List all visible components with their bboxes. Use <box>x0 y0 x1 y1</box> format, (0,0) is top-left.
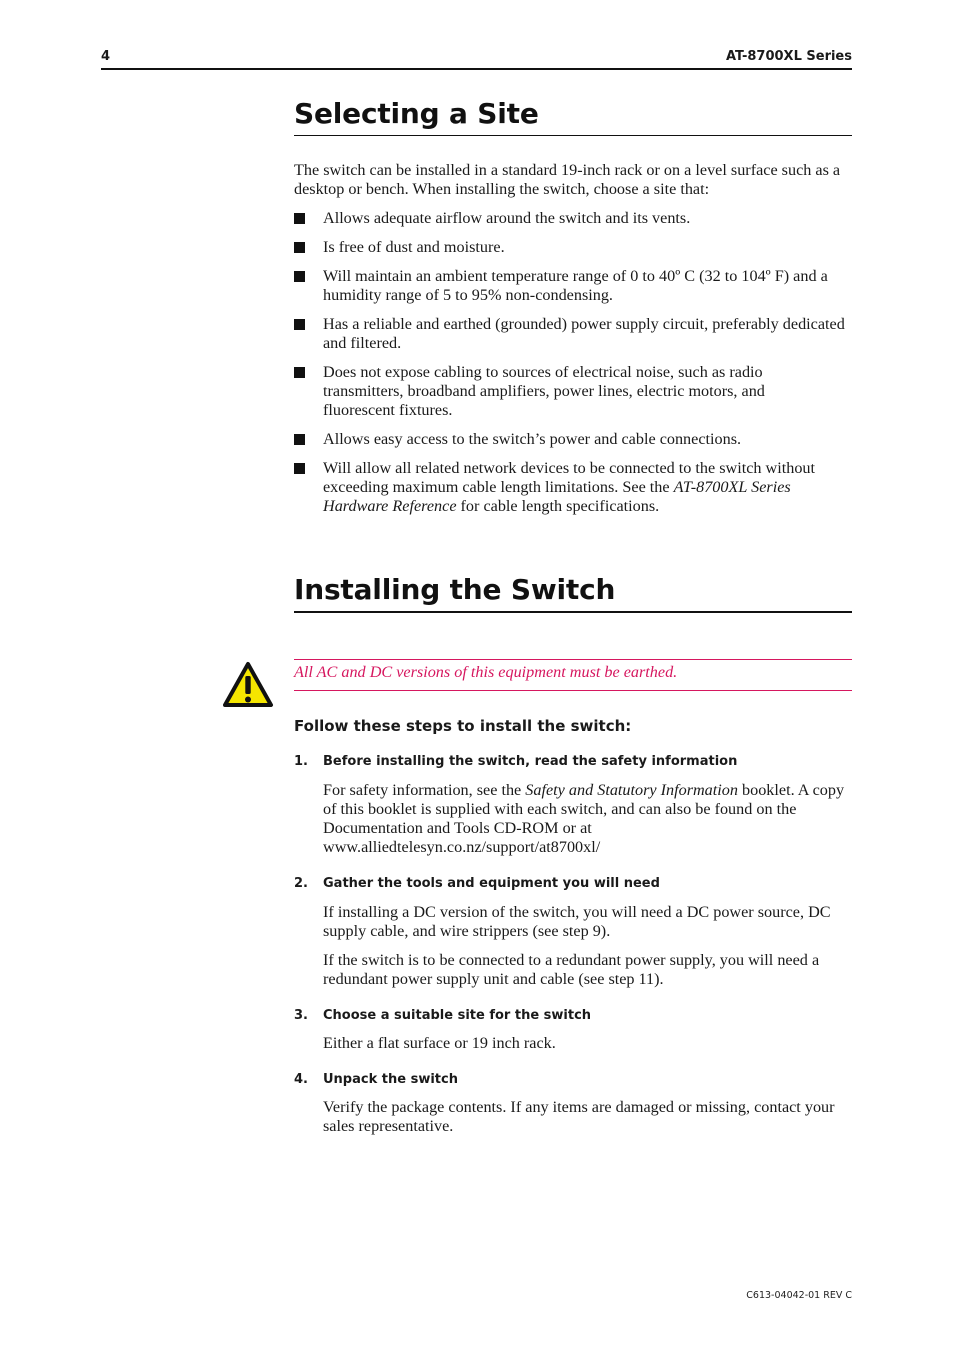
step-title: Choose a suitable site for the switch <box>323 1008 592 1023</box>
bullet-text: Does not expose cabling to sources of electrical noise, such as radio transmitters, broadband amplifiers, power lines, electric motors, and fluorescent fixtures. <box>323 363 765 419</box>
step-title: Unpack the switch <box>323 1072 458 1087</box>
running-header-series: AT-8700XL Series <box>725 49 852 64</box>
bullet-text: Allows easy access to the switch’s power and cable connections. <box>323 430 742 448</box>
section-rule <box>294 135 852 136</box>
warning-rule-top <box>294 659 852 660</box>
warning-text: All AC and DC versions of this equipment must be earthed. <box>294 663 678 681</box>
bullet-square-icon <box>294 463 305 474</box>
bullet-text-end: for cable length specifications. <box>456 497 660 515</box>
bullet-square-icon <box>294 319 305 330</box>
step-number: 4. <box>294 1072 308 1087</box>
step-body: If installing a DC version of the switch, you will need a DC power source, DC supply cable, and wire strippers (see step 9). <box>323 903 831 940</box>
section-title-installing-switch: Installing the Switch <box>294 573 616 606</box>
warning-rule-bottom <box>294 690 852 691</box>
bullet-text-start: Will allow all related network devices to be connected to the switch without exceeding maximum cable length limitations. See the <box>323 459 816 496</box>
step-body-end: booklet. A copy of this booklet is supplied with each switch, and can also be found on the Documentation and Tools CD-ROM or at www.alliedtelesyn.co.nz/support/at8700xl/ <box>323 781 845 856</box>
step-title: Gather the tools and equipment you will need <box>323 876 660 891</box>
warning-triangle-icon <box>222 660 274 710</box>
bullet-square-icon <box>294 213 305 224</box>
section-intro: The switch can be installed in a standard 19-inch rack or on a level surface such as a desktop or bench. When installing the switch, choose a site that: <box>294 161 841 198</box>
bullet-square-icon <box>294 271 305 282</box>
section-rule <box>294 611 852 613</box>
page-number: 4 <box>101 49 111 64</box>
step-body: Either a flat surface or 19 inch rack. <box>323 1034 556 1052</box>
bullet-text: Is free of dust and moisture. <box>323 238 505 256</box>
bullet-text: Allows adequate airflow around the switch and its vents. <box>323 209 691 227</box>
bullet-text: Will maintain an ambient temperature range of 0 to 40º C (32 to 104º F) and a humidity range of 5 to 95% non-condensing. <box>323 267 828 304</box>
document-code: C613-04042-01 REV C <box>746 1290 852 1301</box>
step-number: 1. <box>294 754 308 769</box>
steps-intro: Follow these steps to install the switch: <box>294 717 632 735</box>
section-title-selecting-site: Selecting a Site <box>294 97 539 130</box>
booklet-title: Safety and Statutory Information <box>525 781 738 799</box>
step-body-start: For safety information, see the <box>323 781 526 799</box>
bullet-square-icon <box>294 367 305 378</box>
step-body: Verify the package contents. If any items are damaged or missing, contact your sales representative. <box>323 1098 835 1135</box>
bullet-text <box>323 459 855 516</box>
bullet-square-icon <box>294 242 305 253</box>
step-body: If the switch is to be connected to a redundant power supply, you will need a redundant power supply unit and cable (see step 11). <box>323 951 820 988</box>
step-number: 2. <box>294 876 308 891</box>
bullet-text: Has a reliable and earthed (grounded) power supply circuit, preferably dedicated and filtered. <box>323 315 845 352</box>
header-rule <box>101 68 852 70</box>
step-number: 3. <box>294 1008 308 1023</box>
step-title: Before installing the switch, read the safety information <box>323 754 738 769</box>
reference-title: AT-8700XL Series Hardware Reference <box>323 478 791 515</box>
bullet-square-icon <box>294 434 305 445</box>
step-body <box>323 781 855 857</box>
